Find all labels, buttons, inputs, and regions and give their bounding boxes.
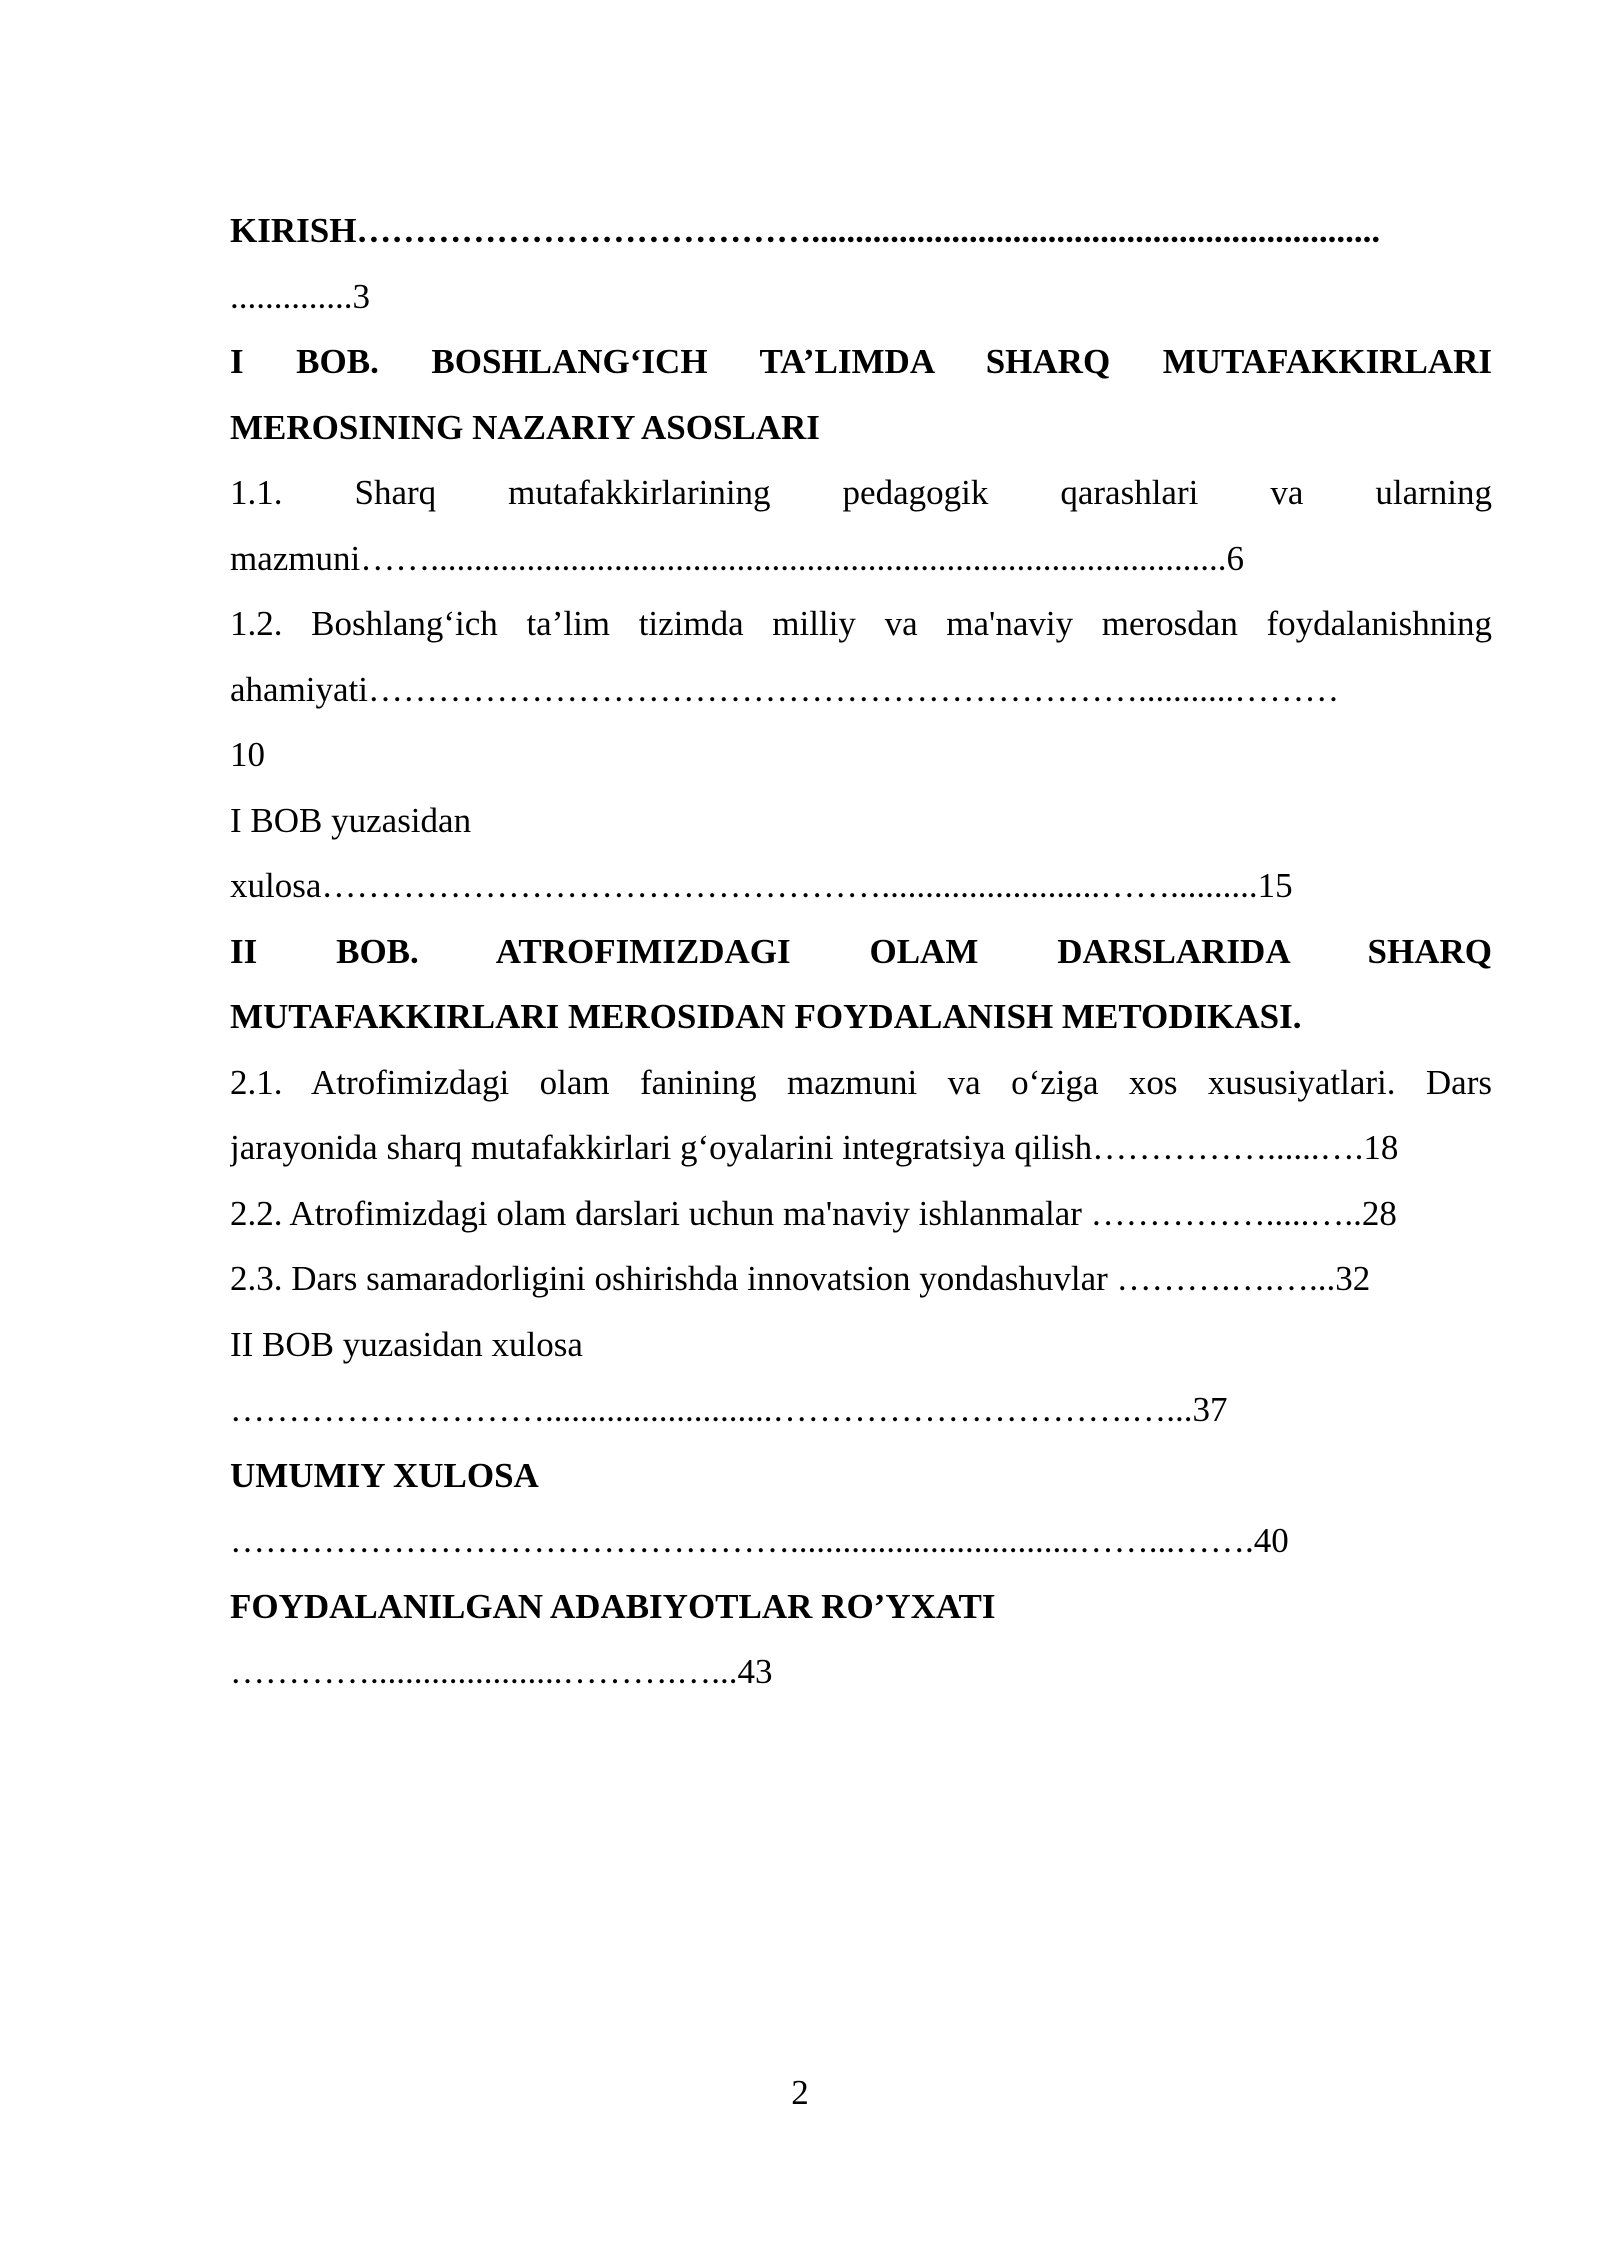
- toc-entry-kirish: KIRISH………………………………….................................................................: [230, 211, 1381, 250]
- toc-section-1-2-leader: ahamiyati…………………………………………………………...........………: [230, 669, 1340, 709]
- page-number: 2: [791, 2073, 809, 2112]
- toc-chapter-2-conclusion-page: ………………………..........................………………………….…...37: [230, 1390, 1228, 1429]
- toc-section-1-2: 1.2. Boshlang‘ich ta’lim tizimda milliy va ma'naviy merosdan foydalanishning: [230, 604, 1492, 643]
- toc-section-1-1: 1.1. Sharq mutafakkirlarining pedagogik qarashlari va ularning: [230, 473, 1492, 512]
- toc-section-2-1: 2.1. Atrofimizdagi olam fanining mazmuni va o‘ziga xos xususiyatlari. Dars: [230, 1062, 1492, 1102]
- toc-section-1-2-page: 10: [230, 735, 265, 774]
- toc-chapter-2-title: II BOB. ATROFIMIZDAGI OLAM DARSLARIDA SHARQ: [230, 931, 1492, 971]
- toc-section-2-2: 2.2. Atrofimizdagi olam darslari uchun ma'naviy ishlanmalar …………….....…..28: [230, 1193, 1397, 1233]
- toc-general-conclusion: UMUMIY XULOSA: [230, 1455, 539, 1495]
- toc-chapter-1-conclusion-page: xulosa………………………………………….........................……..........15: [230, 866, 1293, 905]
- toc-references-page: …………......................……….…...43: [230, 1652, 773, 1691]
- toc-section-2-1-page: jarayonida sharq mutafakkirlari g‘oyalarini integratsiya qilish……………......….18: [230, 1128, 1399, 1167]
- toc-chapter-1-title: I BOB. BOSHLANG‘ICH TA’LIMDA SHARQ MUTAFAKKIRLARI: [230, 342, 1492, 381]
- toc-chapter-2-conclusion: II BOB yuzasidan xulosa: [230, 1324, 583, 1364]
- toc-general-conclusion-page: ………………………………………….................................……...…….40: [230, 1521, 1289, 1560]
- toc-section-2-3: 2.3. Dars samaradorligini oshirishda innovatsion yondashuvlar ……….….…...32: [230, 1259, 1371, 1298]
- table-of-contents: [230, 198, 1492, 1705]
- toc-chapter-2-title-cont: MUTAFAKKIRLARI MEROSIDAN FOYDALANISH METODIKASI.: [230, 997, 1302, 1036]
- toc-chapter-1-title-cont: MEROSINING NAZARIY ASOSLARI: [230, 407, 820, 447]
- toc-chapter-1-conclusion: I BOB yuzasidan: [230, 800, 472, 840]
- toc-references: FOYDALANILGAN ADABIYOTLAR RO’YXATI: [230, 1586, 996, 1626]
- toc-entry-kirish-page: ..............3: [230, 276, 370, 316]
- toc-section-1-1-page: mazmuni……...........................................................................................6: [230, 538, 1244, 578]
